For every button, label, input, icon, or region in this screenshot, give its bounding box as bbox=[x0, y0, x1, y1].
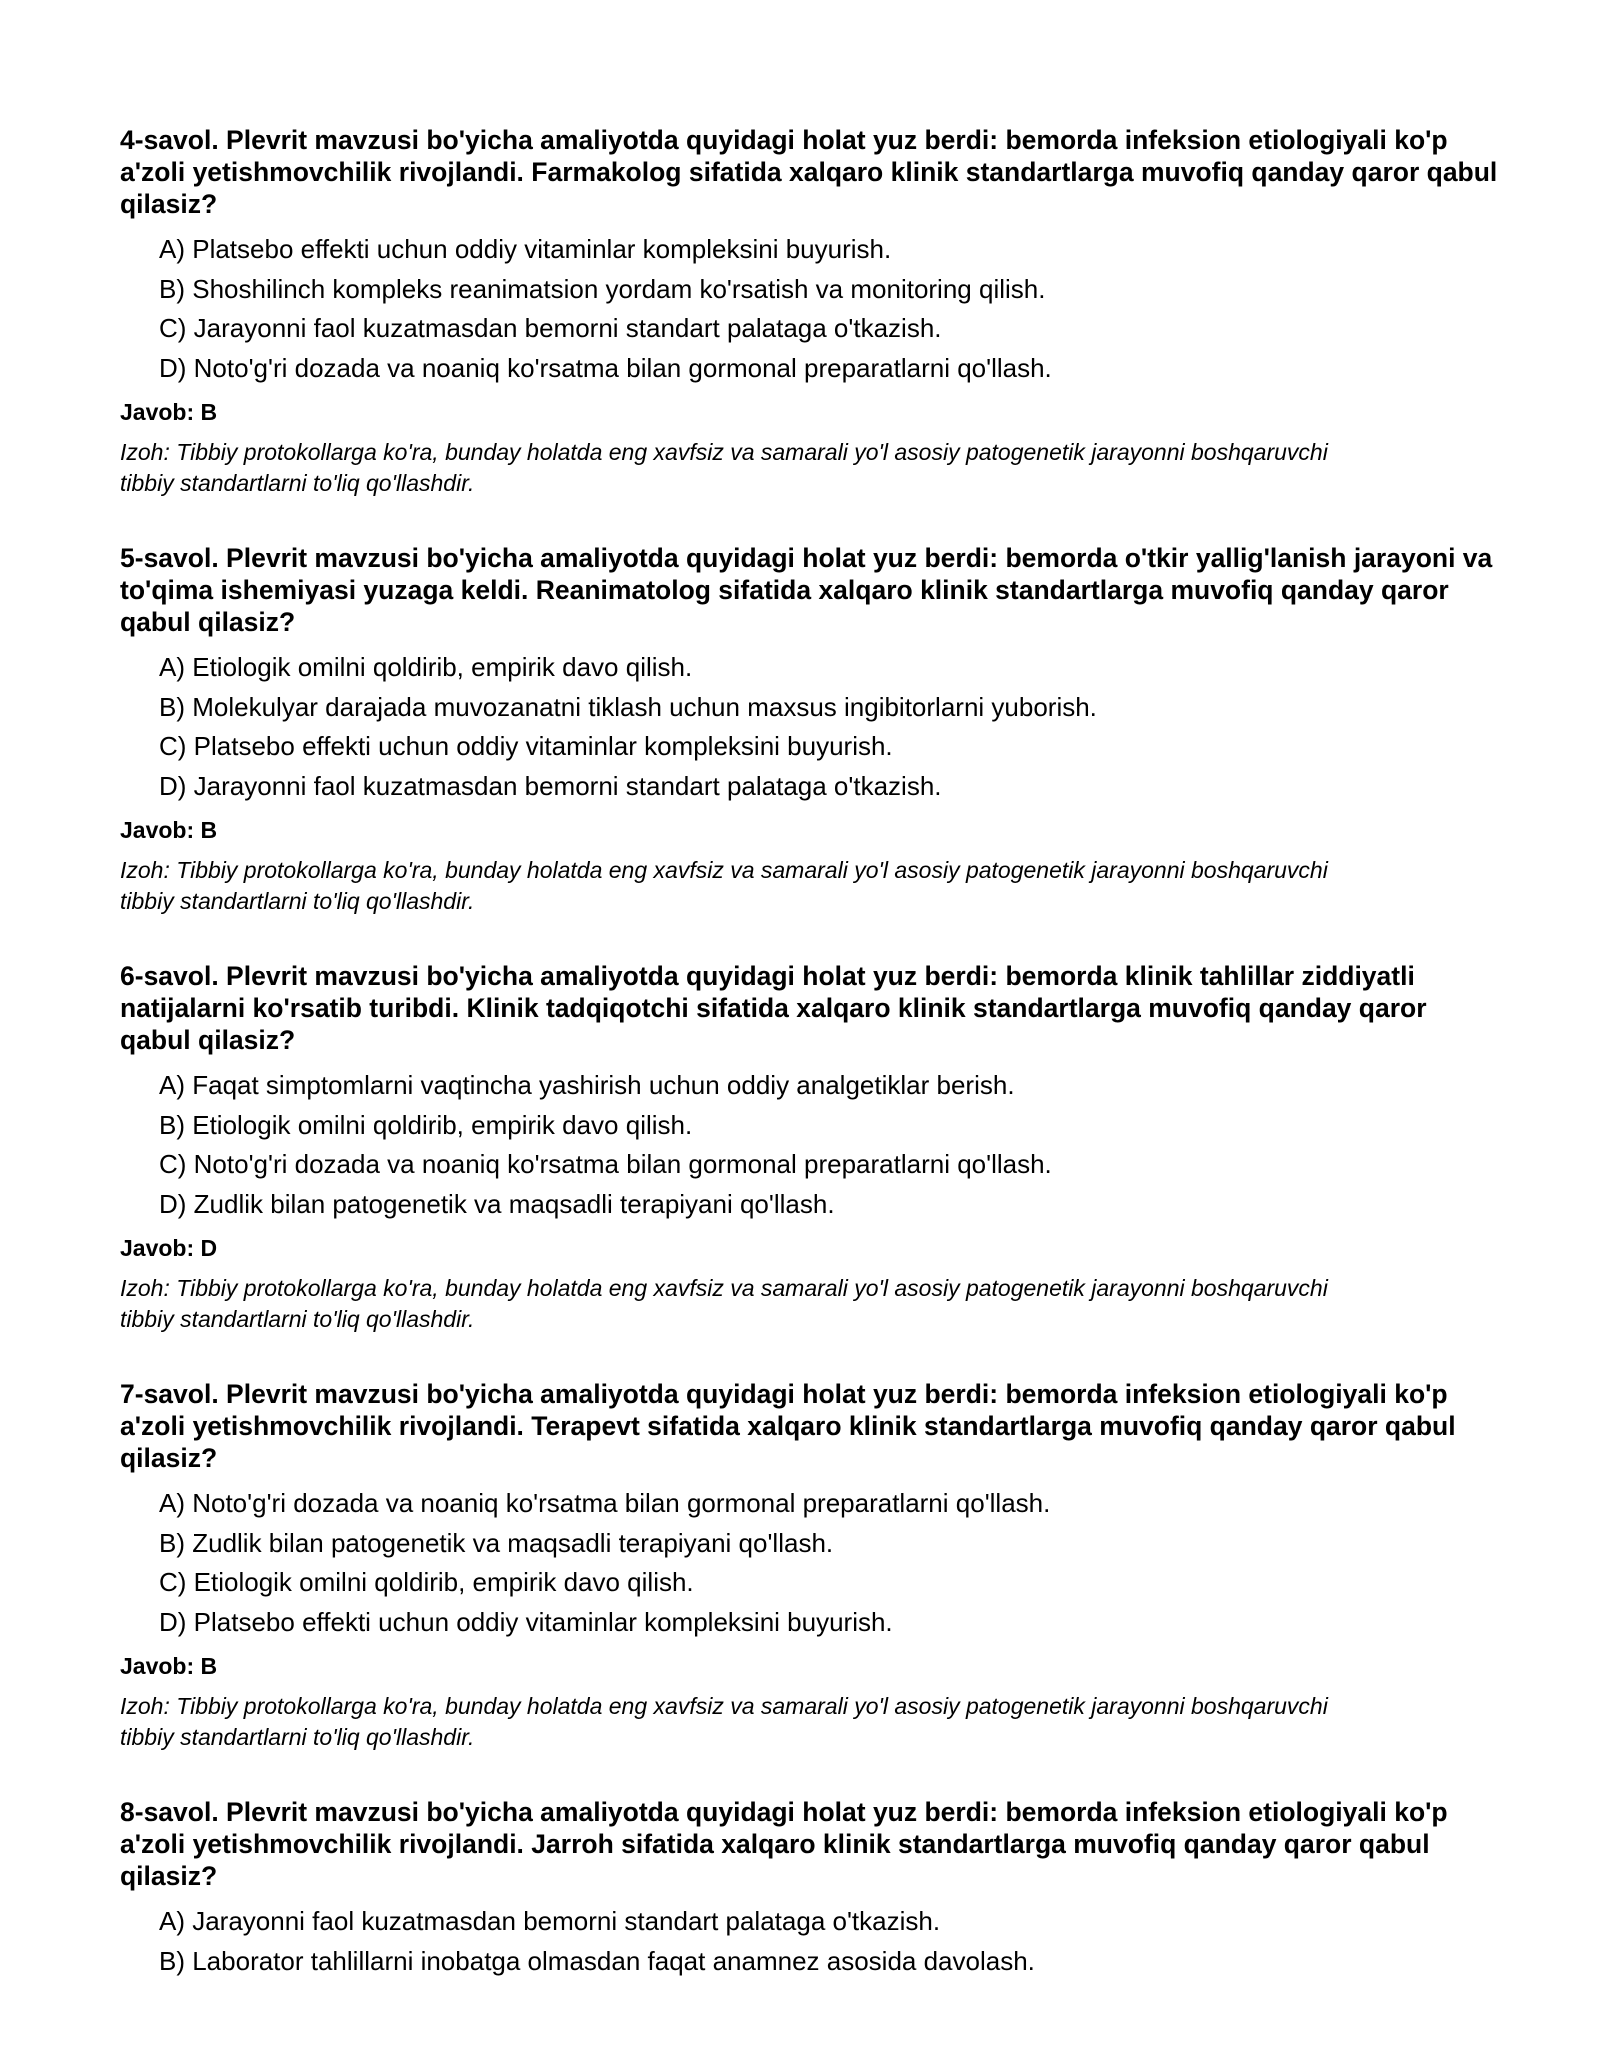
options-list bbox=[120, 1902, 1500, 1981]
explanation-note: Izoh: Tibbiy protokollarga ko'ra, bunday holatda eng xavfsiz va samarali yo'l asosiy patogenetik jarayonni boshqaruvchi tibbiy standartlarni to'liq qo'llashdir. bbox=[120, 1275, 1328, 1332]
question-block bbox=[120, 542, 1500, 917]
option-b: B) Etiologik omilni qoldirib, empirik davo qilish. bbox=[159, 1109, 693, 1140]
option-c: C) Noto'g'ri dozada va noaniq ko'rsatma bilan gormonal preparatlarni qo'llash. bbox=[159, 1149, 1052, 1179]
document-page bbox=[120, 124, 1500, 2024]
option-b: B) Molekulyar darajada muvozanatni tiklash uchun maxsus ingibitorlarni yuborish. bbox=[159, 691, 1097, 722]
option-a: A) Etiologik omilni qoldirib, empirik davo qilish. bbox=[159, 652, 693, 682]
option-d: D) Noto'g'ri dozada va noaniq ko'rsatma bilan gormonal preparatlarni qo'llash. bbox=[159, 352, 1052, 383]
question-text: 7-savol. Plevrit mavzusi bo'yicha amaliyotda quyidagi holat yuz berdi: bemorda infeksion etiologiyali ko'p a'zoli yetishmovchilik rivojlandi. Terapevt sifatida xalqaro klinik standartlarga muvofiq qanday qaror qabul qilasiz? bbox=[120, 1379, 1456, 1473]
question-block bbox=[120, 1796, 1500, 1981]
question-block bbox=[120, 124, 1500, 499]
question-text: 8-savol. Plevrit mavzusi bo'yicha amaliyotda quyidagi holat yuz berdi: bemorda infeksion etiologiyali ko'p a'zoli yetishmovchilik rivojlandi. Jarroh sifatida xalqaro klinik standartlarga muvofiq qanday qaror qabul qilasiz? bbox=[120, 1797, 1448, 1891]
explanation-note: Izoh: Tibbiy protokollarga ko'ra, bunday holatda eng xavfsiz va samarali yo'l asosiy patogenetik jarayonni boshqaruvchi tibbiy standartlarni to'liq qo'llashdir. bbox=[120, 1693, 1328, 1750]
question-block bbox=[120, 1378, 1500, 1753]
option-d: D) Jarayonni faol kuzatmasdan bemorni standart palataga o'tkazish. bbox=[159, 770, 942, 801]
option-c: C) Jarayonni faol kuzatmasdan bemorni standart palataga o'tkazish. bbox=[159, 313, 942, 343]
options-list bbox=[120, 1066, 1500, 1224]
answer-label: Javob: D bbox=[120, 1235, 218, 1261]
options-list bbox=[120, 230, 1500, 388]
explanation-note: Izoh: Tibbiy protokollarga ko'ra, bunday holatda eng xavfsiz va samarali yo'l asosiy patogenetik jarayonni boshqaruvchi tibbiy standartlarni to'liq qo'llashdir. bbox=[120, 439, 1328, 496]
option-a: A) Platsebo effekti uchun oddiy vitaminlar kompleksini buyurish. bbox=[159, 234, 892, 264]
answer-label: Javob: B bbox=[120, 1653, 218, 1679]
answer-label: Javob: B bbox=[120, 817, 218, 843]
question-text: 4-savol. Plevrit mavzusi bo'yicha amaliyotda quyidagi holat yuz berdi: bemorda infeksion etiologiyali ko'p a'zoli yetishmovchilik rivojlandi. Farmakolog sifatida xalqaro klinik standartlarga muvofiq qanday qaror qabul qilasiz? bbox=[120, 125, 1498, 219]
option-c: C) Etiologik omilni qoldirib, empirik davo qilish. bbox=[159, 1567, 694, 1597]
options-list bbox=[120, 648, 1500, 806]
option-a: A) Jarayonni faol kuzatmasdan bemorni standart palataga o'tkazish. bbox=[159, 1906, 941, 1936]
option-a: A) Noto'g'ri dozada va noaniq ko'rsatma bilan gormonal preparatlarni qo'llash. bbox=[159, 1488, 1051, 1518]
explanation-note: Izoh: Tibbiy protokollarga ko'ra, bunday holatda eng xavfsiz va samarali yo'l asosiy patogenetik jarayonni boshqaruvchi tibbiy standartlarni to'liq qo'llashdir. bbox=[120, 857, 1328, 914]
option-b: B) Zudlik bilan patogenetik va maqsadli terapiyani qo'llash. bbox=[159, 1527, 834, 1558]
options-list bbox=[120, 1484, 1500, 1642]
option-b: B) Laborator tahlillarni inobatga olmasdan faqat anamnez asosida davolash. bbox=[159, 1945, 1035, 1976]
option-d: D) Platsebo effekti uchun oddiy vitaminlar kompleksini buyurish. bbox=[159, 1606, 893, 1637]
question-text: 5-savol. Plevrit mavzusi bo'yicha amaliyotda quyidagi holat yuz berdi: bemorda o'tkir yallig'lanish jarayoni va to'qima ishemiyasi yuzaga keldi. Reanimatolog sifatida xalqaro klinik standartlarga muvofiq qanday qaror qabul qilasiz? bbox=[120, 543, 1493, 637]
option-c: C) Platsebo effekti uchun oddiy vitaminlar kompleksini buyurish. bbox=[159, 731, 893, 761]
option-d: D) Zudlik bilan patogenetik va maqsadli terapiyani qo'llash. bbox=[159, 1188, 835, 1219]
option-b: B) Shoshilinch kompleks reanimatsion yordam ko'rsatish va monitoring qilish. bbox=[159, 273, 1046, 304]
question-block bbox=[120, 960, 1500, 1335]
option-a: A) Faqat simptomlarni vaqtincha yashirish uchun oddiy analgetiklar berish. bbox=[159, 1070, 1015, 1100]
question-text: 6-savol. Plevrit mavzusi bo'yicha amaliyotda quyidagi holat yuz berdi: bemorda klinik tahlillar ziddiyatli natijalarni ko'rsatib turibdi. Klinik tadqiqotchi sifatida xalqaro klinik standartlarga muvofiq qanday qaror qabul qilasiz? bbox=[120, 961, 1427, 1055]
answer-label: Javob: B bbox=[120, 399, 218, 425]
